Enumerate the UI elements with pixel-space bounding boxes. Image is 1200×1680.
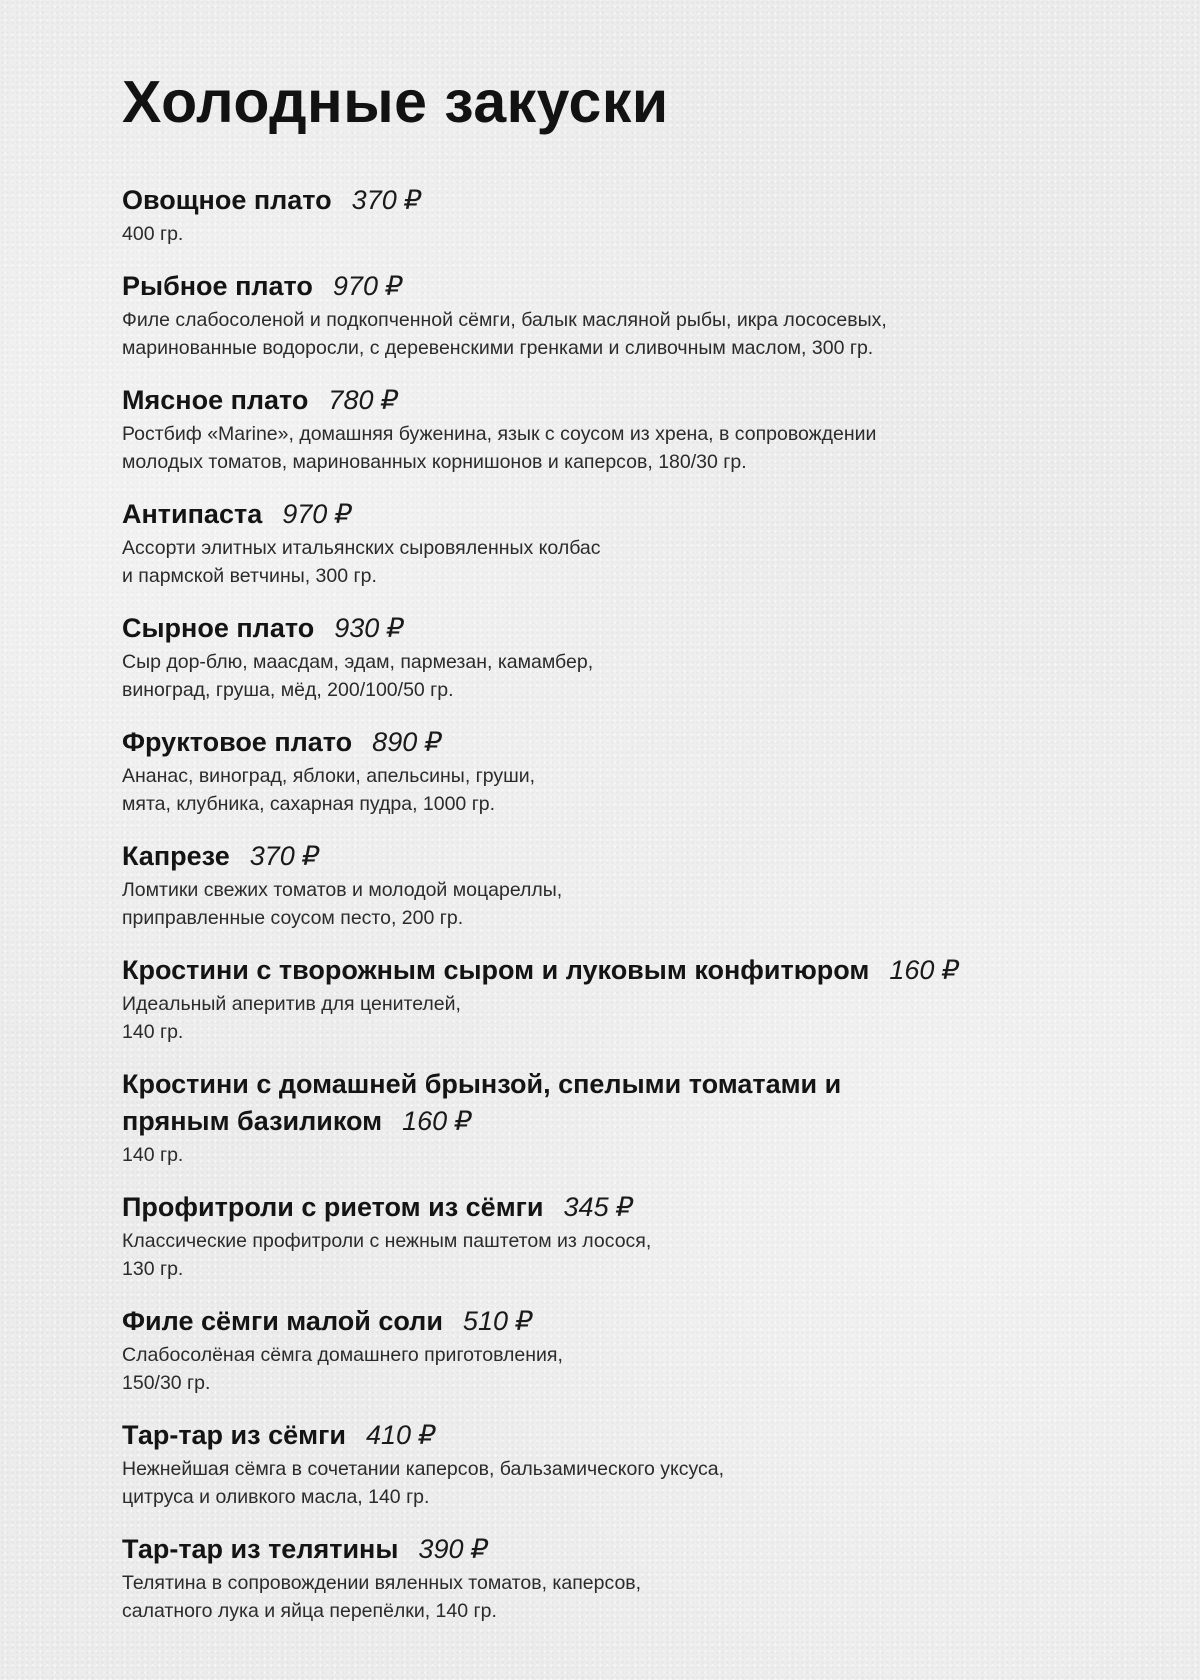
menu-item-name: Тар-тар из сёмги	[122, 1420, 346, 1450]
menu-item-price: 160 ₽	[889, 955, 960, 985]
menu-item-price: 510 ₽	[462, 1306, 533, 1336]
menu-item	[122, 182, 1140, 248]
menu-item	[122, 1066, 1140, 1169]
menu-item-name: Кростини с домашней брынзой, спелыми томатами и пряным базиликом	[122, 1069, 842, 1136]
menu-item-price: 970 ₽	[332, 271, 403, 301]
menu-item-heading	[122, 1189, 882, 1226]
menu-item-heading	[122, 724, 882, 761]
menu-item-name: Антипаста	[122, 499, 263, 529]
menu-item-name: Филе сёмги малой соли	[122, 1306, 443, 1336]
menu-item-description: 140 гр.	[122, 1144, 184, 1166]
menu-item-price: 930 ₽	[334, 613, 404, 643]
menu-item-heading	[122, 1417, 882, 1454]
menu-item-name: Овощное плато	[122, 185, 332, 215]
menu-item-name: Тар-тар из телятины	[122, 1534, 399, 1564]
menu-item-price: 780 ₽	[328, 385, 399, 415]
menu-item-heading	[122, 1531, 882, 1568]
menu-item-name: Кростини с творожным сыром и луковым конфитюром	[122, 955, 870, 985]
menu-item-price: 345 ₽	[563, 1192, 634, 1222]
menu-item	[122, 382, 1140, 476]
menu-list	[122, 182, 1140, 1625]
menu-item-description: Идеальный аперитив для ценителей, 140 гр.	[122, 993, 461, 1043]
menu-item	[122, 952, 1140, 1046]
menu-item-price: 410 ₽	[365, 1420, 436, 1450]
menu-item-name: Профитроли с риетом из сёмги	[122, 1192, 544, 1222]
menu-item-heading	[122, 610, 882, 647]
menu-item-description: Сыр дор-блю, маасдам, эдам, пармезан, камамбер, виноград, груша, мёд, 200/100/50 гр.	[122, 651, 594, 701]
menu-item-heading	[122, 268, 882, 305]
menu-item-name: Фруктовое плато	[122, 727, 353, 757]
menu-item-description: Ростбиф «Marine», домашняя буженина, язык с соусом из хрена, в сопровождении молодых томатов, маринованных корнишонов и каперсов, 180/30 гр.	[122, 423, 877, 473]
menu-item-heading	[122, 496, 882, 533]
menu-item-price: 890 ₽	[372, 727, 442, 757]
menu-item	[122, 1189, 1140, 1283]
menu-item-description: Нежнейшая сёмга в сочетании каперсов, бальзамического уксуса, цитруса и оливкого масла, 140 гр.	[122, 1458, 725, 1508]
menu-item-description: Ассорти элитных итальянских сыровяленных колбас и пармской ветчины, 300 гр.	[122, 537, 601, 587]
menu-item-price: 370 ₽	[351, 185, 422, 215]
menu-item	[122, 496, 1140, 590]
menu-item-description: 400 гр.	[122, 223, 184, 245]
menu-item	[122, 268, 1140, 362]
menu-item-description: Ананас, виноград, яблоки, апельсины, груши, мята, клубника, сахарная пудра, 1000 гр.	[122, 765, 536, 815]
menu-item-description: Слабосолёная сёмга домашнего приготовления, 150/30 гр.	[122, 1344, 563, 1394]
page-title: Холодные закуски	[122, 69, 669, 135]
menu-item-heading	[122, 952, 1022, 989]
menu-item	[122, 1303, 1140, 1397]
menu-item-description: Ломтики свежих томатов и молодой моцареллы, приправленные соусом песто, 200 гр.	[122, 879, 563, 929]
menu-item-name: Рыбное плато	[122, 271, 313, 301]
menu-item	[122, 610, 1140, 704]
menu-item-heading	[122, 382, 882, 419]
menu-item-price: 370 ₽	[249, 841, 320, 871]
menu-item-name: Сырное плато	[122, 613, 315, 643]
menu-item-heading	[122, 1303, 882, 1340]
menu-item-heading	[122, 838, 882, 875]
menu-item-name: Капрезе	[122, 841, 230, 871]
menu-item-heading	[122, 182, 882, 219]
menu-item	[122, 838, 1140, 932]
menu-item-description: Телятина в сопровождении вяленных томатов, каперсов, салатного лука и яйца перепёлки, 140 гр.	[122, 1572, 642, 1622]
menu-item-price: 160 ₽	[402, 1106, 472, 1136]
menu-item-description: Классические профитроли с нежным паштетом из лосося, 130 гр.	[122, 1230, 652, 1280]
menu-item-name: Мясное плато	[122, 385, 309, 415]
menu-item-heading	[122, 1066, 882, 1140]
menu-item	[122, 1417, 1140, 1511]
menu-item	[122, 1531, 1140, 1625]
menu-item-description: Филе слабосоленой и подкопченной сёмги, балык масляной рыбы, икра лососевых, маринованные водоросли, с деревенскими гренками и сливочным маслом, 300 гр.	[122, 309, 887, 359]
menu-item	[122, 724, 1140, 818]
menu-item-price: 390 ₽	[418, 1534, 489, 1564]
menu-item-price: 970 ₽	[282, 499, 352, 529]
